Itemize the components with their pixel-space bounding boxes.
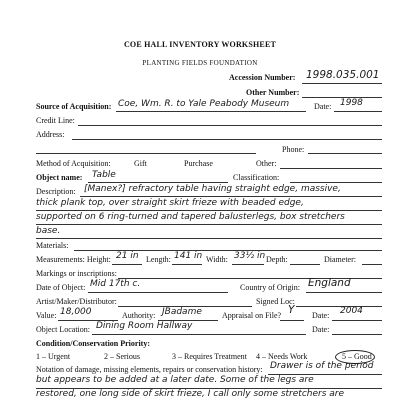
height-value: 21 in xyxy=(116,251,139,261)
notation-label: Notation of damage, missing elements, repairs or conservation history: xyxy=(36,365,263,374)
source-date-label: Date: xyxy=(314,102,332,111)
condition-option-4: 4 – Needs Work xyxy=(256,352,308,361)
value-label: Value: xyxy=(36,311,57,320)
source-date-line xyxy=(334,111,382,112)
source-value: Coe, Wm. R. to Yale Peabody Museum xyxy=(118,99,290,109)
width-line xyxy=(232,264,264,265)
appraisal-line xyxy=(280,320,304,321)
date-of-object-label: Date of Object: xyxy=(36,283,86,292)
method-other-line xyxy=(280,168,382,169)
description-text-2: thick plank top, over straight skirt frieze with beaded edge, xyxy=(36,198,304,208)
length-value: 141 in xyxy=(174,251,203,261)
address-line-2 xyxy=(36,153,256,154)
accession-number-label: Accession Number: xyxy=(229,73,296,82)
description-line-3 xyxy=(36,224,382,225)
value-amount: 18,000 xyxy=(60,307,92,317)
valuation-date-line xyxy=(332,320,382,321)
location-date-label: Date: xyxy=(312,325,330,334)
diameter-line xyxy=(362,264,382,265)
description-text-3: supported on 6 ring-turned and tapered balusterlegs, box stretchers xyxy=(36,212,345,222)
method-label: Method of Acquisition: xyxy=(36,159,111,168)
source-date-value: 1998 xyxy=(340,98,363,108)
markings-label: Markings or inscriptions: xyxy=(36,269,117,278)
description-text-1: [Manex?] refractory table having straight edge, massive, xyxy=(84,184,341,194)
classification-label: Classification: xyxy=(233,173,280,182)
object-name-value: Table xyxy=(92,170,116,180)
signed-loc-line xyxy=(296,306,382,307)
method-gift: Gift xyxy=(134,159,147,168)
location-date-line xyxy=(332,334,382,335)
phone-label: Phone: xyxy=(282,145,305,154)
notation-text-1: Drawer is of the period xyxy=(270,361,374,371)
description-label: Description: xyxy=(36,187,76,196)
authority-value: JBadame xyxy=(162,307,202,317)
diameter-label: Diameter: xyxy=(324,255,356,264)
date-of-object-line xyxy=(88,292,228,293)
credit-line-label: Credit Line: xyxy=(36,116,75,125)
height-line xyxy=(112,264,142,265)
condition-option-1: 1 – Urgent xyxy=(36,352,71,361)
artist-label: Artist/Maker/Distributor: xyxy=(36,297,117,306)
condition-option-5: 5 – Good xyxy=(342,352,372,361)
foundation-subtitle: PLANTING FIELDS FOUNDATION xyxy=(142,59,258,67)
depth-label: Depth: xyxy=(266,255,288,264)
length-line xyxy=(172,264,202,265)
method-other-label: Other: xyxy=(256,159,277,168)
description-line-1 xyxy=(80,196,382,197)
appraisal-value: Y xyxy=(288,304,295,316)
depth-line xyxy=(290,264,320,265)
other-number-label: Other Number: xyxy=(246,88,300,97)
country-line xyxy=(306,292,382,293)
location-value: Dining Room Hallway xyxy=(96,321,193,331)
source-label: Source of Acquisition: xyxy=(36,102,112,111)
location-line xyxy=(92,334,306,335)
notation-text-2: but appears to be added at a later date. Some of the legs are xyxy=(36,375,314,385)
authority-label: Authority: xyxy=(122,311,156,320)
materials-label: Materials: xyxy=(36,241,69,250)
condition-option-2: 2 – Serious xyxy=(104,352,140,361)
signed-loc-label: Signed Loc: xyxy=(256,297,295,306)
accession-number-value: 1998.035.001 xyxy=(306,69,380,81)
address-line-1 xyxy=(72,139,382,140)
country-value: England xyxy=(308,277,351,289)
accession-number-line xyxy=(302,83,382,84)
valuation-date-label: Date: xyxy=(312,311,330,320)
valuation-date-value: 2004 xyxy=(340,306,363,316)
object-name-line xyxy=(88,182,228,183)
credit-line-line xyxy=(78,125,382,126)
condition-title: Condition/Conservation Priority: xyxy=(36,339,150,348)
location-label: Object Location: xyxy=(36,325,90,334)
classification-line xyxy=(290,182,382,183)
date-of-object-value: Mid 17th c. xyxy=(90,279,141,289)
phone-line xyxy=(308,153,382,154)
description-line-2 xyxy=(36,210,382,211)
notation-text-3: restored, one long side of skirt frieze, I call only some stretchers are xyxy=(36,389,345,399)
country-label: Country of Origin: xyxy=(240,283,300,292)
condition-option-3: 3 – Requires Treatment xyxy=(172,352,247,361)
object-name-label: Object name: xyxy=(36,173,83,182)
method-purchase: Purchase xyxy=(184,159,213,168)
appraisal-label: Appraisal on File? xyxy=(222,311,282,320)
length-label: Length: xyxy=(146,255,171,264)
measurements-label: Measurements: Height: xyxy=(36,255,111,264)
source-line xyxy=(116,111,306,112)
width-label: Width: xyxy=(206,255,228,264)
description-text-4: base. xyxy=(36,226,61,236)
worksheet-title: COE HALL INVENTORY WORKSHEET xyxy=(123,40,277,49)
width-value: 33½ in xyxy=(234,251,266,261)
address-label: Address: xyxy=(36,130,65,139)
description-line-4 xyxy=(36,238,382,239)
